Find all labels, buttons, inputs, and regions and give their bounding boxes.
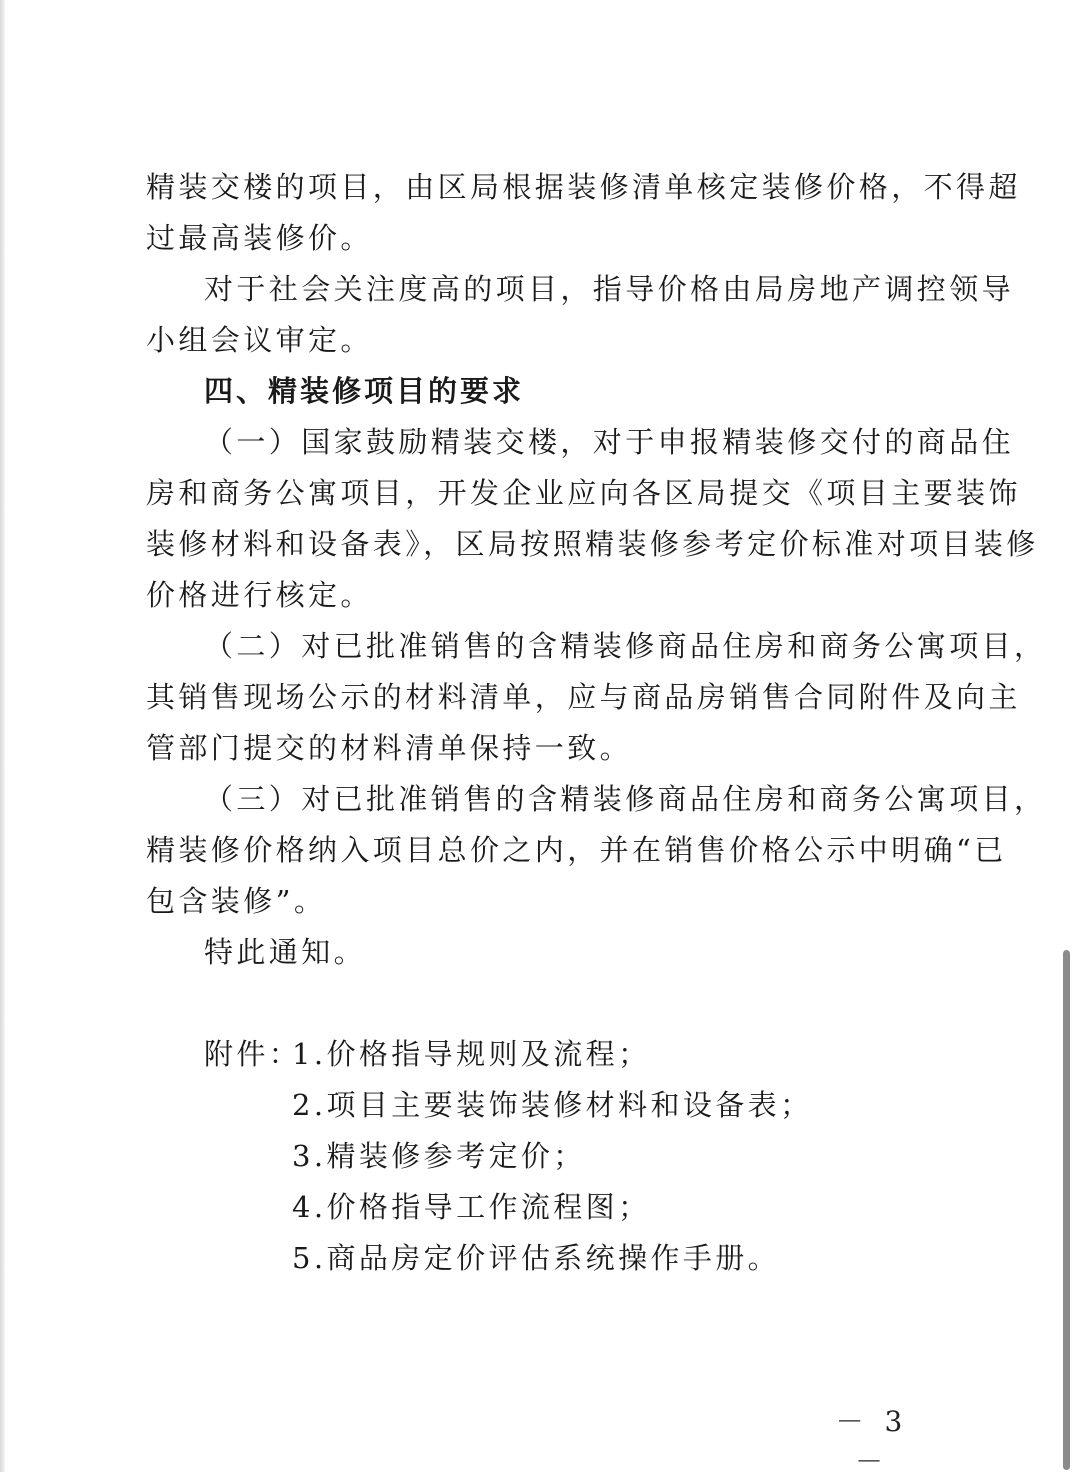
attachments-label: 附件： (204, 1037, 302, 1071)
paragraph-line: 精装交楼的项目，由区局根据装修清单核定装修价格，不得超 (146, 170, 1021, 204)
paragraph-line: （三）对已批准销售的含精装修商品住房和商务公寓项目， (204, 782, 1047, 816)
attachment-item: 4.价格指导工作流程图； (292, 1190, 651, 1224)
section-heading: 四、精装修项目的要求 (204, 374, 525, 408)
paragraph-line: （一）国家鼓励精装交楼，对于申报精装修交付的商品住 (204, 425, 1015, 459)
page-number: － 3 － (835, 1405, 909, 1478)
paragraph-line: 管部门提交的材料清单保持一致。 (146, 731, 633, 765)
document-body (146, 162, 1047, 1284)
paragraph-line: 小组会议审定。 (146, 323, 373, 357)
page-edge (0, 0, 5, 1472)
paragraph-line: 房和商务公寓项目，开发企业应向各区局提交《项目主要装饰 (146, 476, 1021, 510)
closing-line: 特此通知。 (204, 935, 367, 969)
attachment-item: 5.商品房定价评估系统操作手册。 (292, 1241, 781, 1275)
attachments-first-row (146, 1029, 946, 1080)
spacer (146, 978, 946, 1029)
paragraph-line: （二）对已批准销售的含精装修商品住房和商务公寓项目， (204, 629, 1047, 663)
attachment-item: 2.项目主要装饰装修材料和设备表； (292, 1088, 813, 1122)
paragraph-line: 其销售现场公示的材料清单，应与商品房销售合同附件及向主 (146, 680, 1021, 714)
paragraph-line: 价格进行核定。 (146, 578, 373, 612)
paragraph-line: 包含装修”。 (146, 884, 327, 918)
paragraph-line: 过最高装修价。 (146, 221, 373, 255)
scrollbar-thumb[interactable] (1063, 950, 1070, 1470)
paragraph-line: 对于社会关注度高的项目，指导价格由局房地产调控领导 (204, 272, 1015, 306)
paragraph-line: 精装修价格纳入项目总价之内，并在销售价格公示中明确“已 (146, 833, 1007, 867)
attachment-item: 1.价格指导规则及流程； (292, 1037, 651, 1071)
attachment-item: 3.精装修参考定价； (292, 1139, 586, 1173)
paragraph-line: 装修材料和设备表》，区局按照精装修参考定价标准对项目装修 (146, 527, 1039, 561)
